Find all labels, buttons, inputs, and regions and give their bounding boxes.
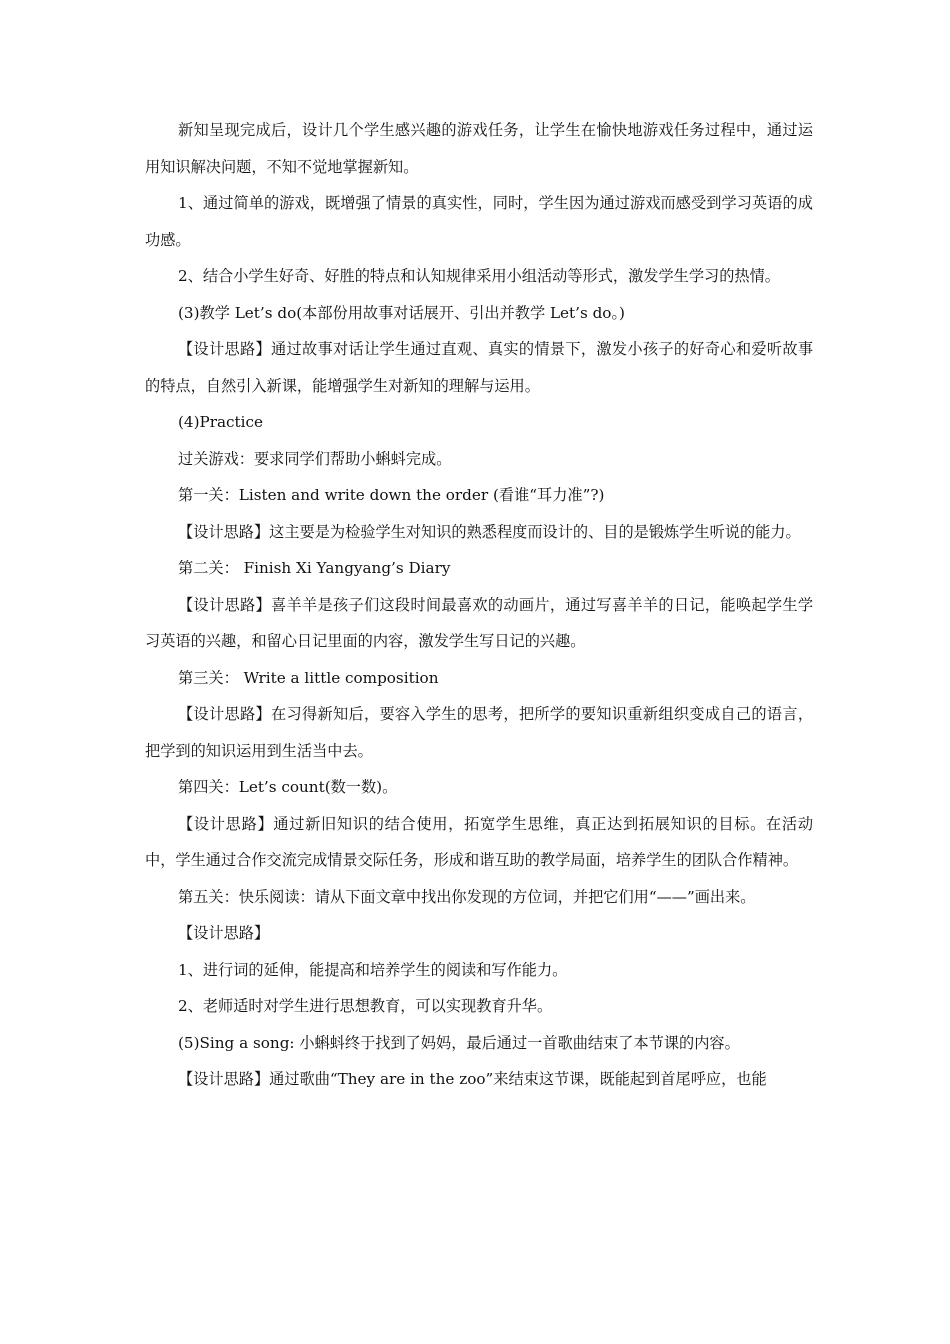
paragraph-point-1: 1、进行词的延伸，能提高和培养学生的阅读和写作能力。 [178,960,568,979]
paragraph-level-3: 第三关： Write a little composition [178,668,439,687]
paragraph-design-idea: 【设计思路】在习得新知后，要容入学生的思考，把所学的要知识重新组织变成自己的语言，把学到的知识运用到生活当中去。 [145,705,813,760]
paragraph-level-2: 第二关： Finish Xi Yangyang’s Diary [178,559,451,577]
paragraph-design-idea: 【设计思路】通过新旧知识的结合使用，拓宽学生思维，真正达到拓展知识的目标。在活动中，学生通过合作交流完成情景交际任务，形成和谐互助的教学局面，培养学生的团队合作精神。 [145,814,813,869]
paragraph-design-idea-heading: 【设计思路】 [178,924,270,942]
paragraph-design-idea: 【设计思路】喜羊羊是孩子们这段时间最喜欢的动画片，通过写喜羊羊的日记，能唤起学生学习英语的兴趣，和留心日记里面的内容，激发学生写日记的兴趣。 [145,595,813,650]
paragraph-game-intro: 过关游戏：要求同学们帮助小蝌蚪完成。 [178,449,452,468]
document-body [145,112,813,1098]
paragraph-level-1: 第一关：Listen and write down the order (看谁“耳力准”?) [178,486,605,504]
paragraph-intro: 新知呈现完成后，设计几个学生感兴趣的游戏任务，让学生在愉快地游戏任务过程中，通过运用知识解决问题，不知不觉地掌握新知。 [145,121,813,176]
paragraph-level-4: 第四关：Let’s count(数一数)。 [178,778,398,796]
paragraph-point-1: 1、通过简单的游戏，既增强了情景的真实性，同时，学生因为通过游戏而感受到学习英语的成功感。 [145,194,813,249]
paragraph-sing-a-song: (5)Sing a song: 小蝌蚪终于找到了妈妈，最后通过一首歌曲结束了本节课的内容。 [178,1033,740,1052]
paragraph-lets-do: (3)教学 Let’s do(本部份用故事对话展开、引出并教学 Let’s do。) [178,303,625,322]
paragraph-design-idea: 【设计思路】这主要是为检验学生对知识的熟悉程度而设计的、目的是锻炼学生听说的能力。 [178,522,801,541]
paragraph-point-2: 2、结合小学生好奇、好胜的特点和认知规律采用小组活动等形式，激发学生学习的热情。 [178,267,780,285]
paragraph-design-idea: 【设计思路】通过故事对话让学生通过直观、真实的情景下，激发小孩子的好奇心和爱听故事的特点，自然引入新课，能增强学生对新知的理解与运用。 [145,340,813,395]
paragraph-design-idea: 【设计思路】通过歌曲“They are in the zoo”来结束这节课，既能起到首尾呼应，也能 [178,1070,767,1088]
paragraph-practice-heading: (4)Practice [178,413,264,431]
paragraph-level-5: 第五关：快乐阅读：请从下面文章中找出你发现的方位词，并把它们用“——”画出来。 [178,887,756,906]
paragraph-point-2: 2、老师适时对学生进行思想教育，可以实现教育升华。 [178,997,553,1015]
